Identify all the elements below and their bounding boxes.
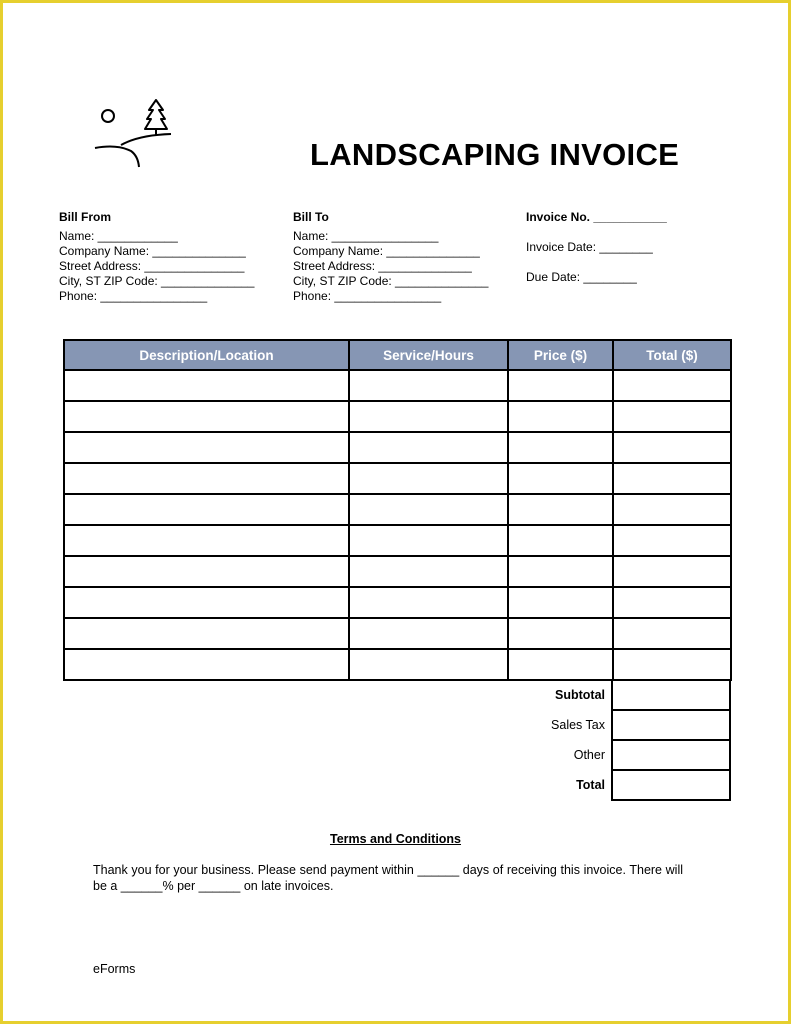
footer-brand: eForms xyxy=(93,962,136,976)
table-row xyxy=(64,649,731,680)
service-hours-cell[interactable] xyxy=(349,587,508,618)
total-cell[interactable] xyxy=(613,432,731,463)
description-cell[interactable] xyxy=(64,649,349,680)
service-hours-cell[interactable] xyxy=(349,463,508,494)
other-row xyxy=(503,740,730,770)
header-total: Total ($) xyxy=(613,340,731,370)
total-cell[interactable] xyxy=(613,463,731,494)
table-row xyxy=(64,432,731,463)
total-cell[interactable] xyxy=(613,587,731,618)
total-cell[interactable] xyxy=(613,401,731,432)
header-service-hours: Service/Hours xyxy=(349,340,508,370)
total-cell[interactable] xyxy=(613,556,731,587)
header-price: Price ($) xyxy=(508,340,613,370)
table-row xyxy=(64,618,731,649)
price-cell[interactable] xyxy=(508,525,613,556)
bill-to-city-field[interactable]: City, ST ZIP Code: ______________ xyxy=(293,274,489,288)
price-cell[interactable] xyxy=(508,432,613,463)
other-label: Other xyxy=(573,748,605,762)
service-hours-cell[interactable] xyxy=(349,556,508,587)
description-cell[interactable] xyxy=(64,432,349,463)
description-cell[interactable] xyxy=(64,494,349,525)
service-hours-cell[interactable] xyxy=(349,494,508,525)
subtotal-row xyxy=(503,680,730,710)
description-cell[interactable] xyxy=(64,525,349,556)
bill-to-phone-field[interactable]: Phone: ________________ xyxy=(293,289,442,303)
service-hours-cell[interactable] xyxy=(349,370,508,401)
service-hours-cell[interactable] xyxy=(349,649,508,680)
price-cell[interactable] xyxy=(508,401,613,432)
terms-title: Terms and Conditions xyxy=(329,832,462,846)
price-cell[interactable] xyxy=(508,463,613,494)
table-row xyxy=(64,494,731,525)
description-cell[interactable] xyxy=(64,587,349,618)
service-hours-cell[interactable] xyxy=(349,618,508,649)
bill-from-block xyxy=(59,210,254,304)
due-date-field[interactable]: Due Date: ________ xyxy=(526,270,637,284)
invoice-date-field[interactable]: Invoice Date: ________ xyxy=(526,240,653,254)
total-cell[interactable] xyxy=(613,494,731,525)
table-row xyxy=(64,401,731,432)
other-cell[interactable] xyxy=(612,740,730,770)
subtotal-cell[interactable] xyxy=(612,680,730,710)
table-row xyxy=(64,525,731,556)
invoice-info-block xyxy=(526,210,667,285)
table-row xyxy=(64,370,731,401)
document-title: LANDSCAPING INVOICE xyxy=(310,137,680,172)
total-cell[interactable] xyxy=(613,649,731,680)
service-hours-cell[interactable] xyxy=(349,401,508,432)
table-row xyxy=(64,587,731,618)
bill-from-street-field[interactable]: Street Address: _______________ xyxy=(59,259,245,273)
bill-from-name-field[interactable]: Name: ____________ xyxy=(59,229,178,243)
bill-to-name-field[interactable]: Name: ________________ xyxy=(293,229,439,243)
sales-tax-label: Sales Tax xyxy=(551,718,605,732)
total-label: Total xyxy=(576,778,605,792)
price-cell[interactable] xyxy=(508,649,613,680)
price-cell[interactable] xyxy=(508,494,613,525)
bill-to-street-field[interactable]: Street Address: ______________ xyxy=(293,259,472,273)
price-cell[interactable] xyxy=(508,587,613,618)
table-header-row xyxy=(64,340,731,370)
service-hours-cell[interactable] xyxy=(349,432,508,463)
price-cell[interactable] xyxy=(508,618,613,649)
bill-from-company-field[interactable]: Company Name: ______________ xyxy=(59,244,246,258)
line-items-table xyxy=(63,339,732,681)
total-row xyxy=(503,770,730,800)
bill-to-company-field[interactable]: Company Name: ______________ xyxy=(293,244,480,258)
table-row xyxy=(64,556,731,587)
bill-from-phone-field[interactable]: Phone: ________________ xyxy=(59,289,208,303)
bill-to-block xyxy=(293,210,488,304)
description-cell[interactable] xyxy=(64,556,349,587)
table-row xyxy=(64,463,731,494)
description-cell[interactable] xyxy=(64,370,349,401)
price-cell[interactable] xyxy=(508,370,613,401)
sales-tax-cell[interactable] xyxy=(612,710,730,740)
service-hours-cell[interactable] xyxy=(349,525,508,556)
sales-tax-row xyxy=(503,710,730,740)
total-cell[interactable] xyxy=(613,370,731,401)
bill-from-city-field[interactable]: City, ST ZIP Code: ______________ xyxy=(59,274,255,288)
price-cell[interactable] xyxy=(508,556,613,587)
landscape-logo-icon xyxy=(91,97,177,171)
description-cell[interactable] xyxy=(64,463,349,494)
bill-to-heading: Bill To xyxy=(293,210,329,224)
terms-text: Thank you for your business. Please send payment within ______ days of receiving this invoice. There will be a ______% per ______ on late invoices. xyxy=(93,863,683,893)
invoice-number-field[interactable]: Invoice No. ___________ xyxy=(526,210,667,224)
description-cell[interactable] xyxy=(64,401,349,432)
total-cell[interactable] xyxy=(613,525,731,556)
bill-from-heading: Bill From xyxy=(59,210,112,224)
subtotal-label: Subtotal xyxy=(555,688,605,702)
total-cell[interactable] xyxy=(613,618,731,649)
total-cell[interactable] xyxy=(612,770,730,800)
header-description: Description/Location xyxy=(64,340,349,370)
description-cell[interactable] xyxy=(64,618,349,649)
totals-table xyxy=(503,679,731,801)
